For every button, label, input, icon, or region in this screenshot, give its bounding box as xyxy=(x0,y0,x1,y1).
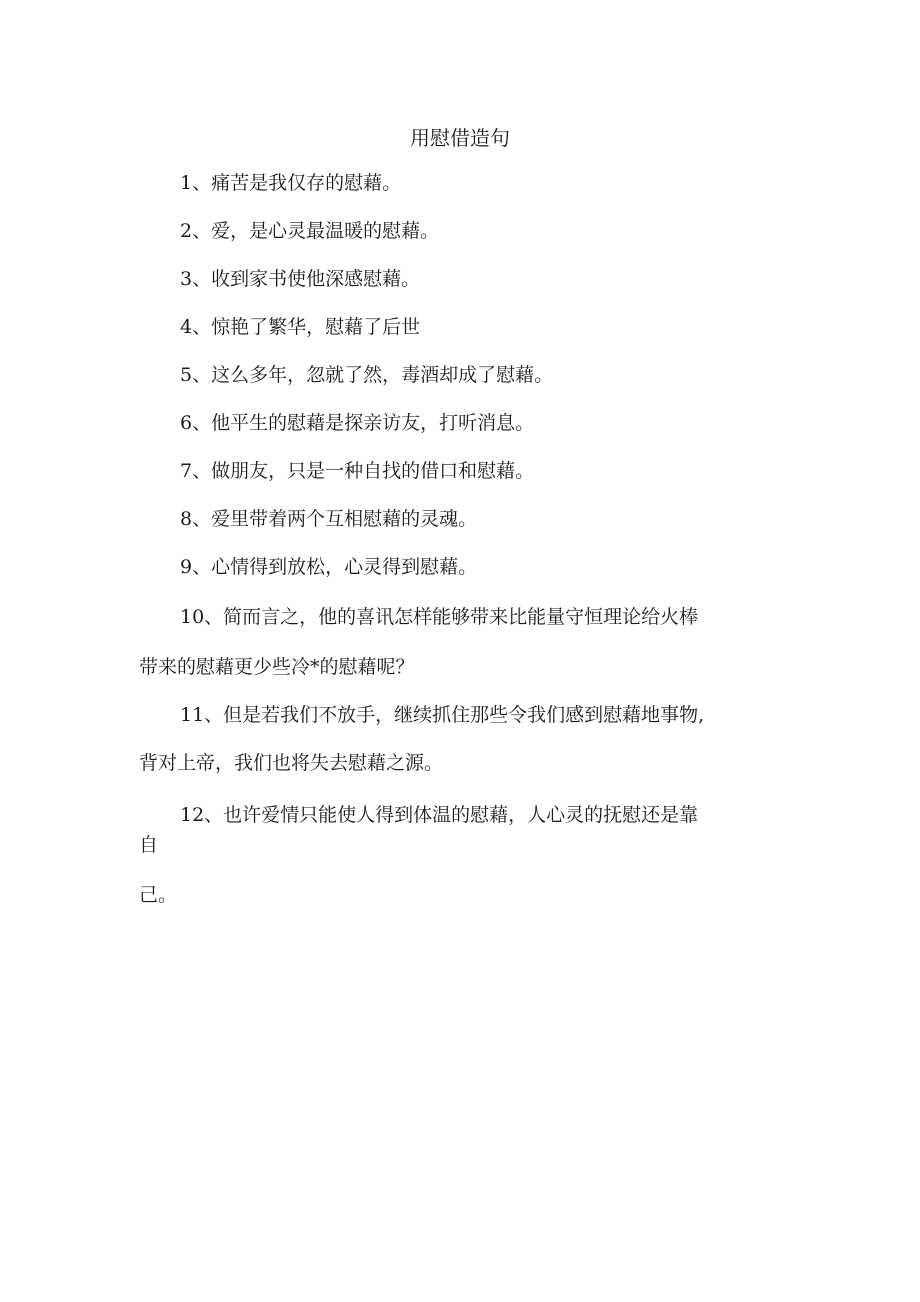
sentence-12-line-3: 己。 xyxy=(139,884,178,906)
sentence-8: 8、爱里带着两个互相慰藉的灵魂。 xyxy=(180,508,478,530)
sentence-9: 9、心情得到放松，心灵得到慰藉。 xyxy=(180,556,478,578)
sentence-6: 6、他平生的慰藉是探亲访友，打听消息。 xyxy=(180,412,535,434)
sentence-10-line-1: 10、简而言之，他的喜讯怎样能够带来比能量守恒理论给火棒 xyxy=(180,606,699,628)
sentence-12-line-2: 自 xyxy=(139,834,159,856)
document-title: 用慰借造句 xyxy=(410,126,510,150)
sentence-7: 7、做朋友，只是一种自找的借口和慰藉。 xyxy=(180,460,535,482)
sentence-4: 4、惊艳了繁华，慰藉了后世 xyxy=(180,316,421,338)
sentence-10-line-2: 带来的慰藉更少些冷*的慰藉呢？ xyxy=(139,656,415,678)
sentence-2: 2、爱，是心灵最温暖的慰藉。 xyxy=(180,220,440,242)
sentence-3: 3、收到家书使他深感慰藉。 xyxy=(180,268,421,290)
sentence-11-line-2: 背对上帝，我们也将失去慰藉之源。 xyxy=(139,752,444,774)
sentence-1: 1、痛苦是我仅存的慰藉。 xyxy=(180,172,402,194)
sentence-12-line-1: 12、也许爱情只能使人得到体温的慰藉，人心灵的抚慰还是靠 xyxy=(180,804,699,826)
sentence-11-line-1: 11、但是若我们不放手，继续抓住那些令我们感到慰藉地事物, xyxy=(180,704,705,726)
sentence-5: 5、这么多年，忽就了然，毒酒却成了慰藉。 xyxy=(180,364,554,386)
